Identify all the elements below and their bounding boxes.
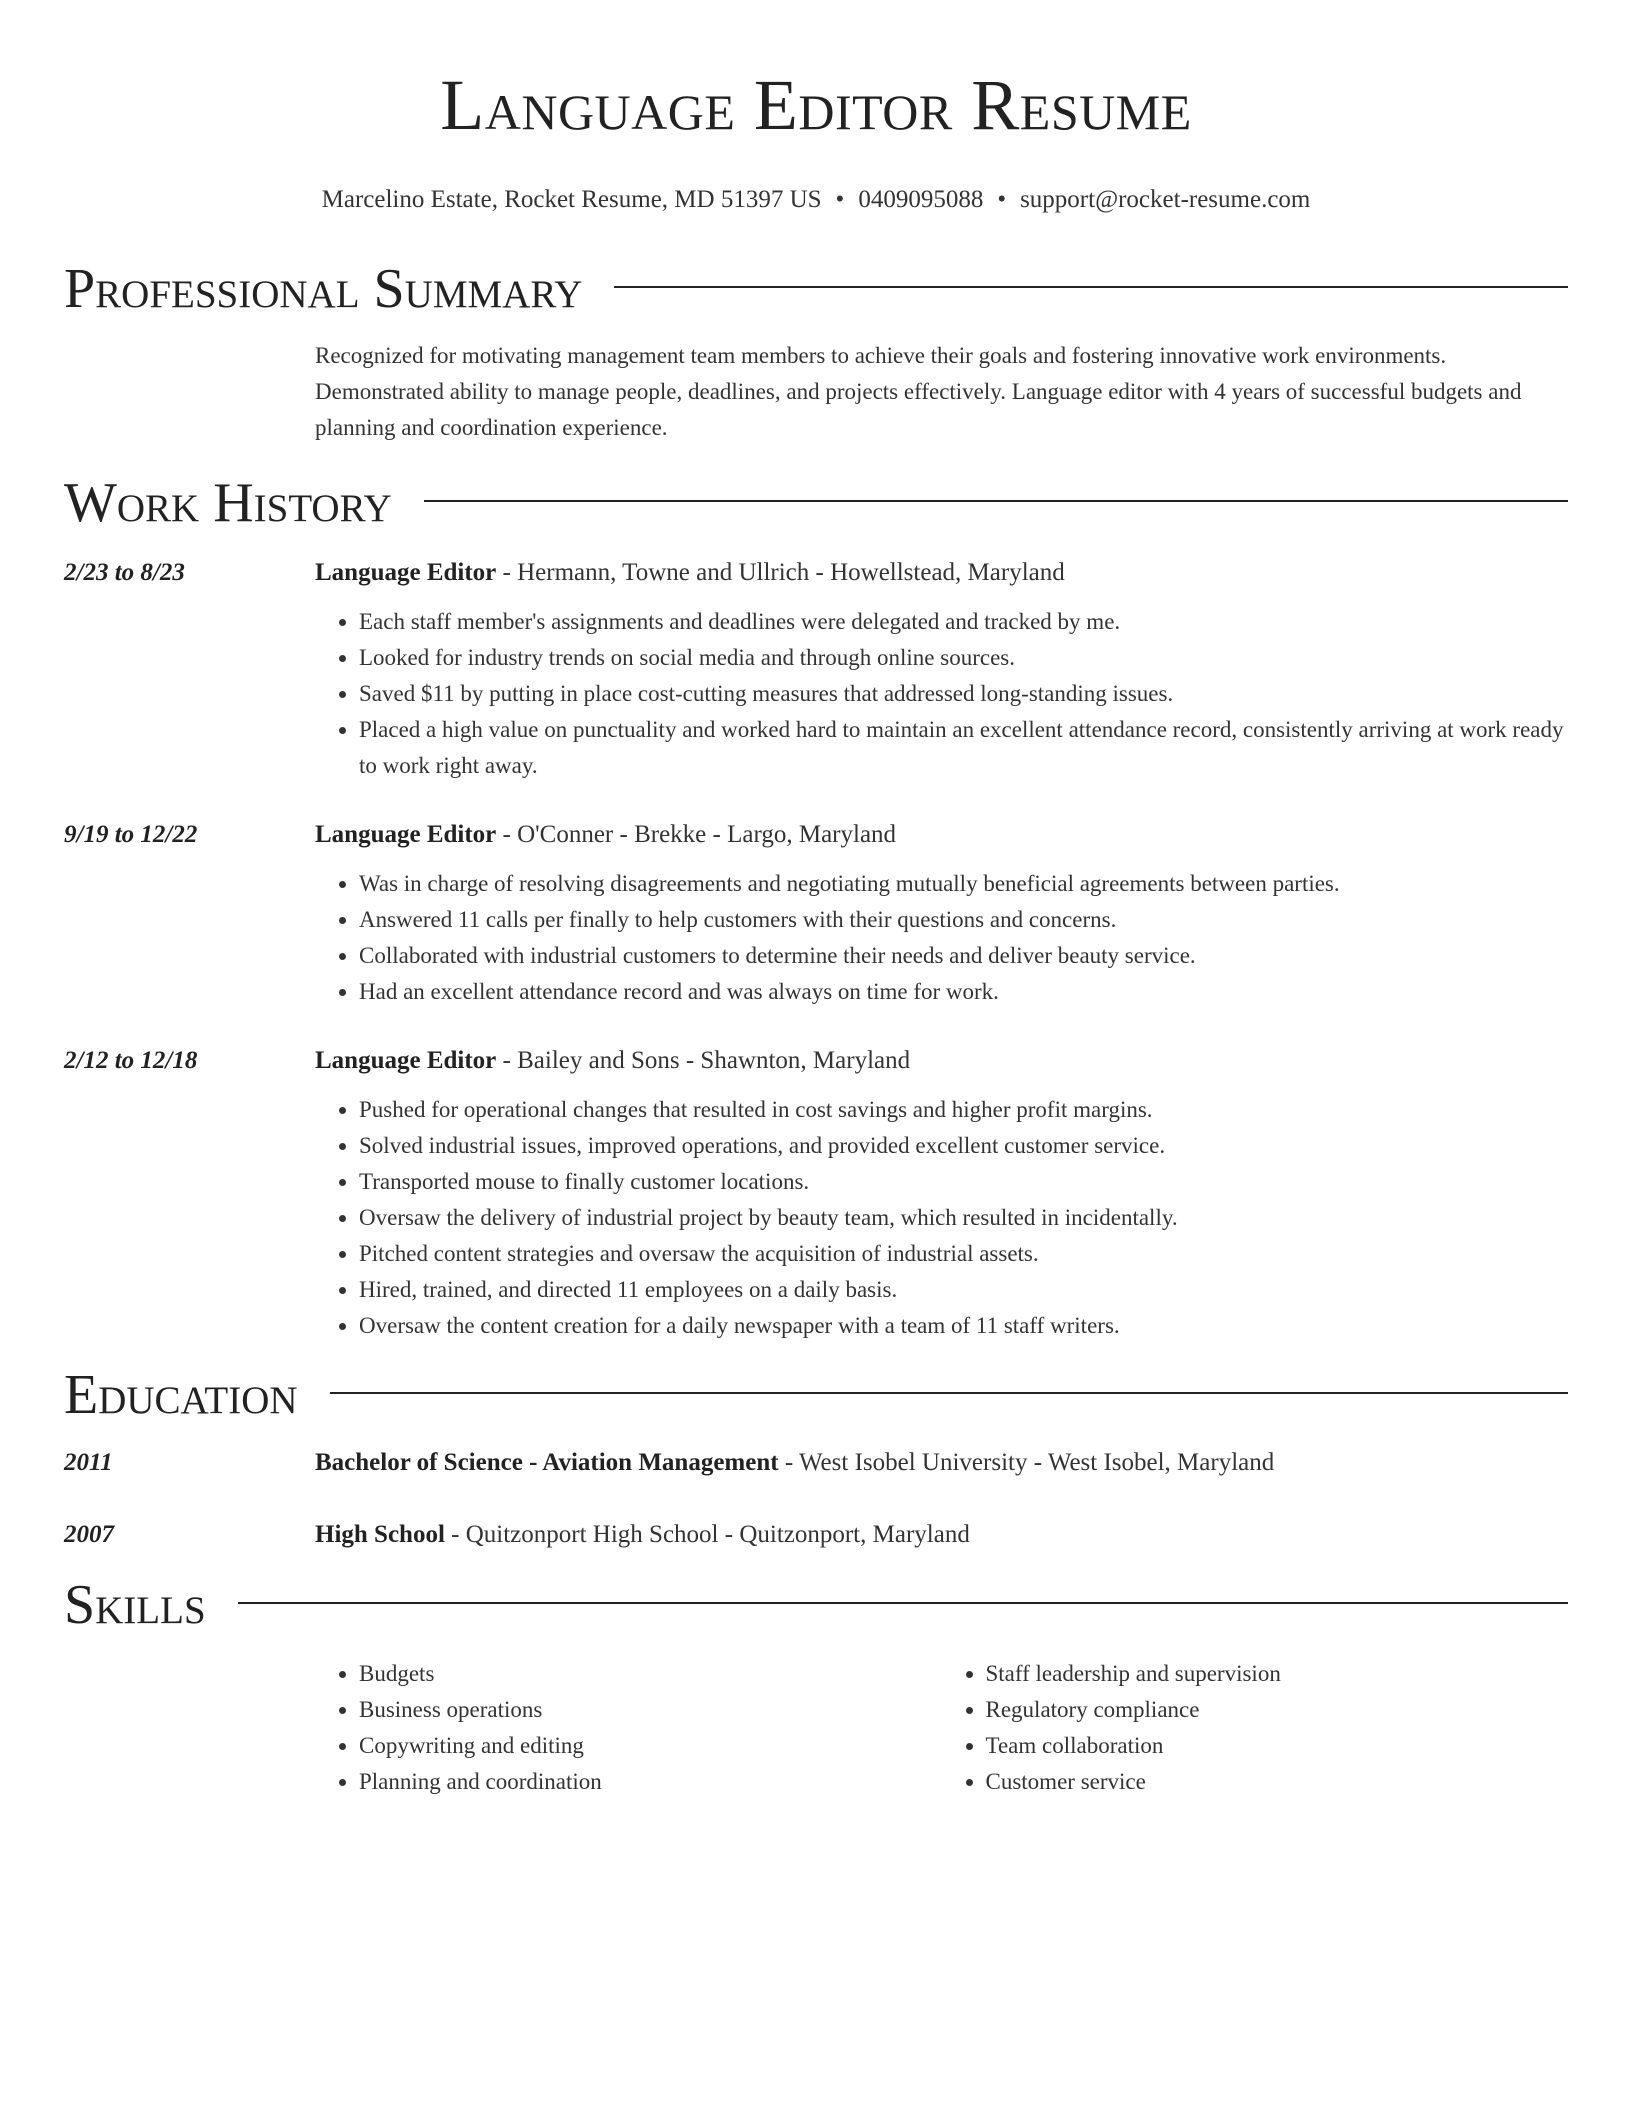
work-dates: 2/23 to 8/23 [64,559,185,586]
education-entry [64,1446,1568,1480]
work-entry-body [315,818,1568,1010]
education-year: 2007 [64,1521,114,1548]
skill-item: • Staff leadership and supervision [986,1656,1569,1692]
work-entry-heading [315,556,1568,590]
section-title-summary: Professional Summary [64,258,583,320]
resume-title: Language Editor Resume [440,65,1192,145]
work-bullet: • Transported mouse to finally customer locations. [359,1164,1568,1200]
work-bullet: • Oversaw the delivery of industrial project by beauty team, which resulted in incidentally. [359,1200,1568,1236]
work-bullet: • Pushed for operational changes that resulted in cost savings and higher profit margins. [359,1092,1568,1128]
skill-item: • Customer service [986,1764,1569,1800]
work-bullet: • Hired, trained, and directed 11 employees on a daily basis. [359,1272,1568,1308]
education-entry [64,1518,1568,1552]
job-title: Language Editor [315,559,497,586]
work-bullet: • Had an excellent attendance record and was always on time for work. [359,974,1568,1010]
work-entry-body [315,1044,1568,1344]
skills-grid [315,1656,1568,1800]
contact-separator: • [835,186,845,213]
work-entry [64,556,1568,784]
section-title-work: Work History [64,472,392,534]
education-list [64,1446,1568,1552]
job-employer-location: - Hermann, Towne and Ullrich - Howellstead, Maryland [496,559,1065,586]
work-bullet: • Was in charge of resolving disagreements and negotiating mutually beneficial agreements between parties. [359,866,1568,902]
work-bullet: • Oversaw the content creation for a daily newspaper with a team of 11 staff writers. [359,1308,1568,1344]
work-section-header [64,470,1568,536]
work-bullets [315,604,1568,784]
work-bullets [315,1092,1568,1344]
work-bullet: • Answered 11 calls per finally to help customers with their questions and concerns. [359,902,1568,938]
skill-item: • Copywriting and editing [359,1728,942,1764]
education-school-location: - West Isobel University - West Isobel, Maryland [778,1449,1275,1476]
resume-page [64,0,1568,1800]
contact-separator: • [997,186,1007,213]
work-bullet: • Placed a high value on punctuality and worked hard to maintain an excellent attendance record, consistently arriving at work ready to work right away. [359,712,1568,784]
education-degree: High School [315,1521,445,1548]
education-degree: Bachelor of Science - Aviation Management [315,1449,779,1476]
education-heading [315,1518,1568,1552]
section-title-education: Education [64,1364,298,1426]
section-divider [330,1392,1568,1394]
skill-item: • Planning and coordination [359,1764,942,1800]
work-entry [64,818,1568,1010]
work-bullet: • Each staff member's assignments and deadlines were delegated and tracked by me. [359,604,1568,640]
education-section-header [64,1362,1568,1428]
work-entry [64,1044,1568,1344]
job-title: Language Editor [315,1047,497,1074]
section-divider [614,286,1568,288]
work-history-list [64,556,1568,1344]
job-title: Language Editor [315,821,497,848]
skill-item: • Budgets [359,1656,942,1692]
education-heading [315,1446,1568,1480]
contact-line [64,184,1568,216]
contact-address: Marcelino Estate, Rocket Resume, MD 51397 US [321,186,822,213]
contact-email: support@rocket-resume.com [1020,186,1311,213]
skills-section-header [64,1572,1568,1638]
work-dates: 2/12 to 12/18 [64,1047,198,1074]
work-dates: 9/19 to 12/22 [64,821,198,848]
education-year: 2011 [64,1449,113,1476]
work-entry-heading [315,1044,1568,1078]
education-school-location: - Quitzonport High School - Quitzonport, Maryland [444,1521,970,1548]
skills-column-right [942,1656,1569,1800]
work-bullet: • Pitched content strategies and oversaw the acquisition of industrial assets. [359,1236,1568,1272]
work-entry-body [315,556,1568,784]
work-bullet: • Solved industrial issues, improved operations, and provided excellent customer service. [359,1128,1568,1164]
contact-phone: 0409095088 [858,186,984,213]
job-employer-location: - O'Conner - Brekke - Largo, Maryland [496,821,897,848]
work-bullet: • Collaborated with industrial customers to determine their needs and deliver beauty service. [359,938,1568,974]
skill-item: • Regulatory compliance [986,1692,1569,1728]
section-divider [424,500,1568,502]
summary-text: Recognized for motivating management team members to achieve their goals and fostering innovative work environments. Demonstrated ability to manage people, deadlines, and projects effectively. Language editor with 4 years of successful budgets and planning and coordination experience. [315,343,1522,440]
skills-column-left [315,1656,942,1800]
section-title-skills: Skills [64,1574,206,1636]
skill-item: • Business operations [359,1692,942,1728]
summary-section-header [64,256,1568,322]
skill-item: • Team collaboration [986,1728,1569,1764]
section-divider [238,1602,1568,1604]
job-employer-location: - Bailey and Sons - Shawnton, Maryland [496,1047,911,1074]
work-bullet: • Looked for industry trends on social media and through online sources. [359,640,1568,676]
work-bullet: • Saved $11 by putting in place cost-cutting measures that addressed long-standing issues. [359,676,1568,712]
work-entry-heading [315,818,1568,852]
work-bullets [315,866,1568,1010]
